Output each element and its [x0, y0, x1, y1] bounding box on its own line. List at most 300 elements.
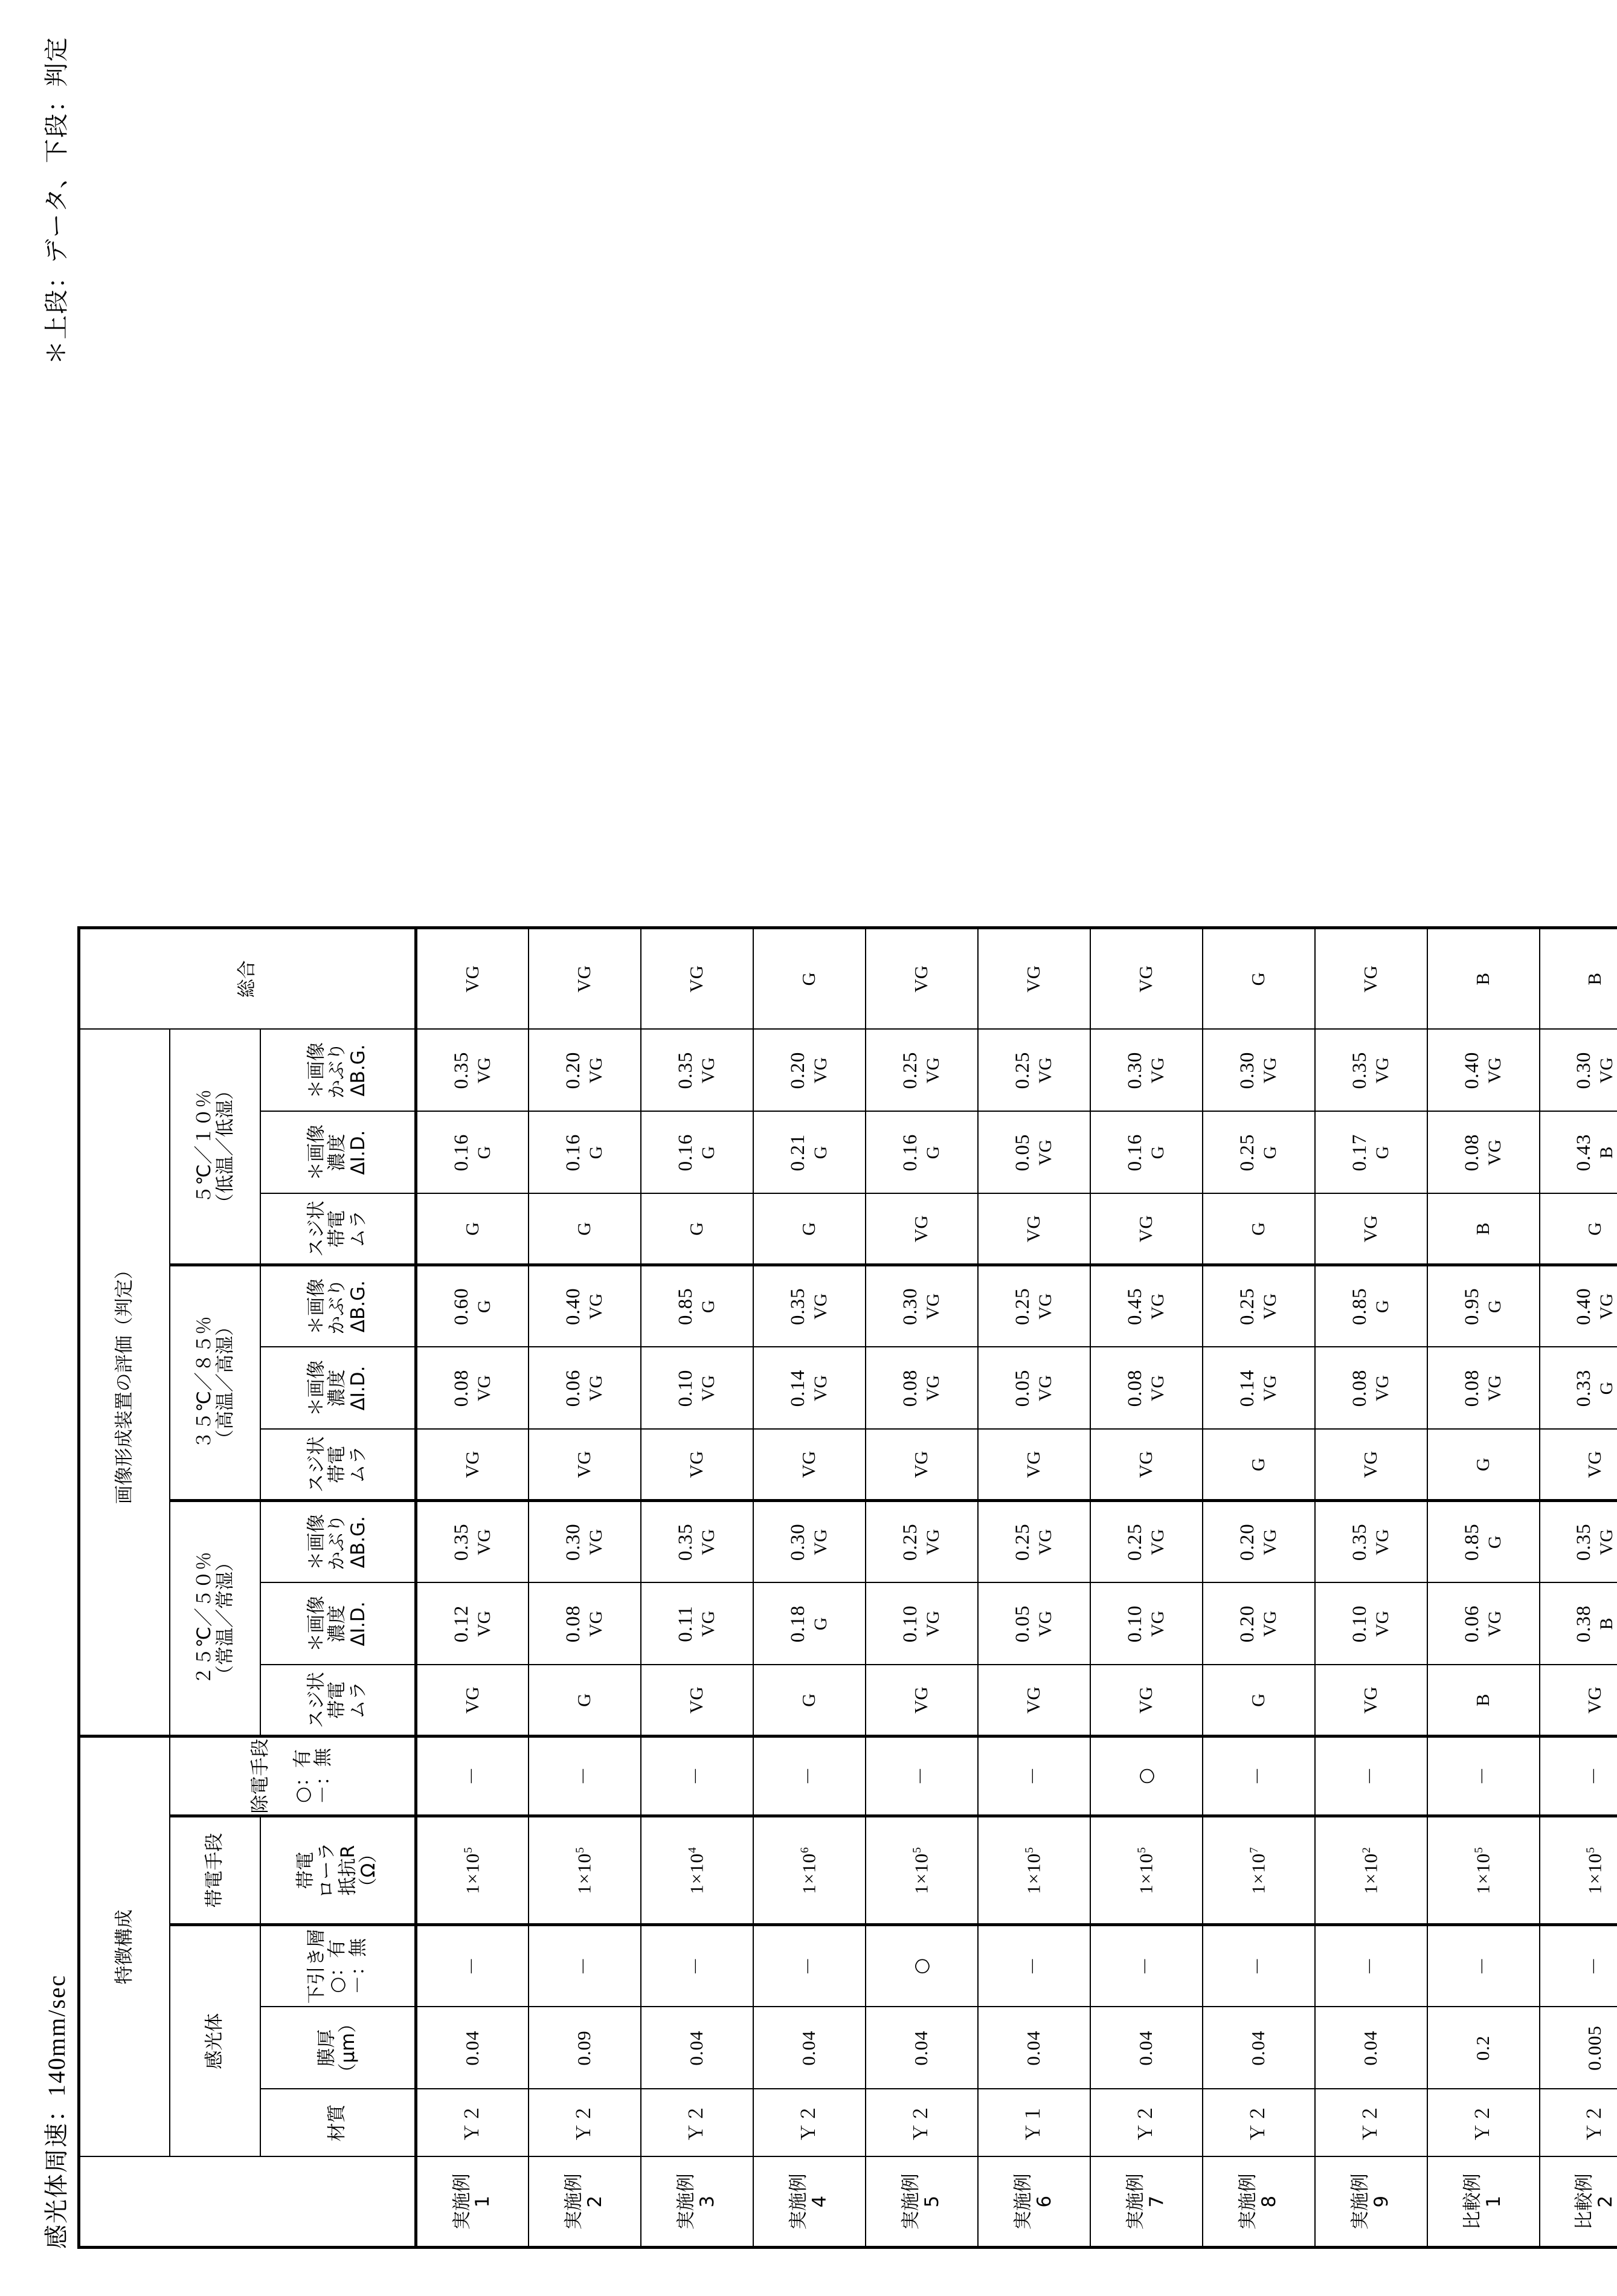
cell-density-25-50-value: 0.38 [1573, 1605, 1595, 1643]
cell-fog-35-85-judgement: VG [1260, 1293, 1281, 1320]
cell-density-35-85-judgement: VG [1260, 1375, 1281, 1402]
table-row [529, 928, 641, 2248]
cell-resistance-exponent: 2 [1360, 1846, 1373, 1853]
cell-fog-35-85-value: 0.25 [1012, 1288, 1034, 1326]
cell-fog-5-10-judgement: VG [1148, 1057, 1168, 1084]
cell-density-25-50 [1203, 1583, 1315, 1665]
cell-density-35-85 [1315, 1347, 1427, 1430]
cell-density-25-50-value: 0.10 [899, 1605, 922, 1643]
header-fog-35: ＊画像 かぶり ΔB.G. [260, 1265, 416, 1347]
header-density-35: ＊画像 濃度 ΔI.D. [260, 1347, 416, 1430]
cell-density-5-10-value: 0.43 [1573, 1133, 1595, 1172]
cell-density-35-85-judgement: VG [1035, 1375, 1056, 1402]
cell-streak-5-10: VG [1315, 1194, 1427, 1265]
row-label: 実施例 1 [416, 2157, 529, 2248]
cell-density-35-85-value: 0.08 [450, 1369, 472, 1407]
header-undercoat: 下引き層 ○：有 －：無 [260, 1925, 416, 2007]
cell-density-25-50-value: 0.10 [1124, 1605, 1146, 1643]
cell-fog-5-10-value: 0.35 [450, 1051, 472, 1089]
cell-streak-35-85: VG [1540, 1430, 1617, 1501]
cell-density-35-85 [416, 1347, 529, 1430]
cell-fog-5-10 [1540, 1030, 1617, 1112]
cell-streak-5-10: VG [866, 1194, 978, 1265]
cell-density-25-50-value: 0.10 [1349, 1605, 1371, 1643]
row-label: 比較例 2 [1540, 2157, 1617, 2248]
cell-density-5-10 [1203, 1112, 1315, 1194]
cell-density-25-50-judgement: VG [474, 1610, 494, 1637]
header-material: 材質 [260, 2089, 416, 2157]
header-thickness: 膜厚 （μm） [260, 2007, 416, 2089]
cell-fog-5-10-value: 0.35 [675, 1051, 697, 1089]
cell-density-25-50-value: 0.11 [675, 1605, 697, 1642]
cell-fog-35-85-value: 0.45 [1124, 1288, 1146, 1326]
cell-material: Ｙ２ [1540, 2089, 1617, 2157]
cell-density-35-85 [529, 1347, 641, 1430]
cell-material: Ｙ１ [978, 2089, 1090, 2157]
cell-material: Ｙ２ [1427, 2089, 1540, 2157]
cell-density-35-85-value: 0.08 [1349, 1369, 1371, 1407]
cell-fog-25-50-judgement: VG [1148, 1529, 1168, 1555]
cell-fog-35-85-judgement: VG [923, 1293, 944, 1320]
cell-fog-25-50 [1203, 1501, 1315, 1583]
cell-undercoat: － [529, 1925, 641, 2007]
cell-density-35-85 [753, 1347, 866, 1430]
cell-density-35-85-judgement: VG [698, 1375, 719, 1402]
cell-resistance-exponent: 7 [1247, 1846, 1261, 1853]
cell-fog-25-50-value: 0.35 [450, 1523, 472, 1561]
cell-fog-25-50 [978, 1501, 1090, 1583]
table-row [1203, 928, 1315, 2248]
row-label: 実施例 4 [753, 2157, 866, 2248]
table-row [1315, 928, 1427, 2248]
cell-density-35-85-value: 0.14 [1236, 1369, 1259, 1407]
cell-overall: G [1203, 928, 1315, 1030]
cell-resistance-exponent: 6 [798, 1846, 811, 1853]
cell-overall: VG [1315, 928, 1427, 1030]
cell-density-35-85-value: 0.05 [1012, 1369, 1034, 1407]
cell-streak-35-85: VG [866, 1430, 978, 1501]
cell-density-25-50-value: 0.18 [787, 1605, 809, 1643]
cell-density-25-50-value: 0.20 [1236, 1605, 1259, 1643]
cell-fog-35-85-value: 0.85 [1349, 1288, 1371, 1326]
cell-fog-25-50 [1090, 1501, 1203, 1583]
cell-fog-5-10-value: 0.30 [1573, 1051, 1595, 1089]
cell-density-5-10 [1427, 1112, 1540, 1194]
cell-streak-35-85: VG [529, 1430, 641, 1501]
row-label: 比較例 1 [1427, 2157, 1540, 2248]
evaluation-table [77, 926, 1617, 2249]
row-label: 実施例 9 [1315, 2157, 1427, 2248]
cell-fog-5-10-judgement: VG [1485, 1057, 1505, 1084]
cell-density-5-10-judgement: G [1372, 1146, 1393, 1159]
cell-density-5-10-value: 0.17 [1349, 1133, 1371, 1172]
cell-overall: VG [978, 928, 1090, 1030]
cell-density-25-50-judgement: VG [1260, 1610, 1281, 1637]
cell-fog-5-10-judgement: VG [923, 1057, 944, 1084]
cell-density-25-50 [753, 1583, 866, 1665]
cell-fog-25-50-value: 0.20 [1236, 1523, 1259, 1561]
cell-material: Ｙ２ [641, 2089, 753, 2157]
cell-fog-5-10-value: 0.25 [1012, 1051, 1034, 1089]
cell-fog-35-85-judgement: VG [1148, 1293, 1168, 1320]
cell-density-25-50 [1315, 1583, 1427, 1665]
cell-fog-5-10-judgement: VG [1596, 1057, 1617, 1084]
header-fog-25: ＊画像 かぶり ΔB.G. [260, 1501, 416, 1583]
header-streak-25: スジ状 帯電 ムラ [260, 1665, 416, 1737]
cell-thickness: 0.04 [1090, 2007, 1203, 2089]
cell-fog-35-85-judgement: G [1485, 1300, 1505, 1314]
cell-undercoat: － [1427, 1925, 1540, 2007]
cell-resistance-exponent: 5 [1023, 1846, 1036, 1853]
cell-undercoat: － [641, 1925, 753, 2007]
cell-fog-25-50-value: 0.35 [1349, 1523, 1371, 1561]
cell-streak-5-10: G [529, 1194, 641, 1265]
table-row [1090, 928, 1203, 2248]
cell-thickness: 0.005 [1540, 2007, 1617, 2089]
cell-fog-35-85-judgement: G [698, 1300, 719, 1314]
header-env-35-85: ３５℃／８５％ （高温／高湿） [170, 1265, 260, 1501]
row-label: 実施例 6 [978, 2157, 1090, 2248]
cell-fog-5-10 [1315, 1030, 1427, 1112]
cell-streak-35-85: VG [978, 1430, 1090, 1501]
cell-fog-5-10 [866, 1030, 978, 1112]
cell-fog-5-10-value: 0.40 [1461, 1051, 1484, 1089]
row-label: 実施例 3 [641, 2157, 753, 2248]
cell-fog-25-50-judgement: VG [1596, 1529, 1617, 1555]
header-streak-5: スジ状 帯電 ムラ [260, 1194, 416, 1265]
cell-fog-25-50 [1427, 1501, 1540, 1583]
cell-density-25-50 [1090, 1583, 1203, 1665]
cell-density-5-10-value: 0.16 [562, 1133, 585, 1172]
cell-destatic: － [1540, 1737, 1617, 1816]
table-row [866, 928, 978, 2248]
cell-fog-35-85-judgement: VG [811, 1293, 831, 1320]
cell-undercoat: － [1203, 1925, 1315, 2007]
cell-density-25-50-value: 0.05 [1012, 1605, 1034, 1643]
cell-fog-5-10-judgement: VG [698, 1057, 719, 1084]
cell-density-5-10-judgement: VG [1035, 1139, 1056, 1166]
cell-resistance-exponent: 5 [1584, 1846, 1598, 1853]
cell-overall: G [753, 928, 866, 1030]
cell-fog-35-85 [1203, 1265, 1315, 1347]
cell-density-5-10-judgement: VG [1485, 1139, 1505, 1166]
cell-fog-5-10-value: 0.30 [1124, 1051, 1146, 1089]
cell-fog-35-85 [1090, 1265, 1203, 1347]
cell-resistance-exponent: 5 [1135, 1846, 1148, 1853]
cell-fog-35-85-judgement: G [1372, 1300, 1393, 1314]
cell-fog-5-10 [1203, 1030, 1315, 1112]
cell-density-25-50-judgement: VG [1485, 1610, 1505, 1637]
cell-density-25-50 [529, 1583, 641, 1665]
cell-density-5-10 [1090, 1112, 1203, 1194]
cell-fog-5-10-value: 0.20 [562, 1051, 585, 1089]
cell-undercoat: － [1315, 1925, 1427, 2007]
cell-resistance-exponent: 5 [461, 1846, 475, 1853]
cell-density-25-50 [416, 1583, 529, 1665]
cell-resistance-exponent: 5 [573, 1846, 587, 1853]
cell-fog-35-85-value: 0.35 [787, 1288, 809, 1326]
table-row [978, 928, 1090, 2248]
cell-streak-25-50: VG [1090, 1665, 1203, 1737]
cell-thickness: 0.2 [1427, 2007, 1540, 2089]
cell-undercoat: － [416, 1925, 529, 2007]
cell-density-35-85-judgement: VG [586, 1375, 606, 1402]
cell-material: Ｙ２ [1203, 2089, 1315, 2157]
cell-thickness: 0.04 [1203, 2007, 1315, 2089]
table-row [416, 928, 529, 2248]
cell-fog-5-10 [1427, 1030, 1540, 1112]
cell-fog-25-50 [641, 1501, 753, 1583]
cell-density-5-10-value: 0.21 [787, 1133, 809, 1172]
cell-density-35-85-judgement: VG [1148, 1375, 1168, 1402]
row-label: 実施例 2 [529, 2157, 641, 2248]
cell-streak-5-10: B [1427, 1194, 1540, 1265]
cell-fog-5-10 [1090, 1030, 1203, 1112]
cell-density-35-85 [1540, 1347, 1617, 1430]
header-charging-roller-resistance: 帯電 ローラ 抵抗R （Ω） [260, 1816, 416, 1925]
cell-thickness: 0.04 [1315, 2007, 1427, 2089]
cell-density-35-85-value: 0.08 [1124, 1369, 1146, 1407]
cell-overall: VG [641, 928, 753, 1030]
cell-density-25-50-judgement: VG [586, 1610, 606, 1637]
cell-streak-35-85: VG [416, 1430, 529, 1501]
cell-fog-25-50-value: 0.30 [562, 1523, 585, 1561]
header-fog-5: ＊画像 かぶり ΔB.G. [260, 1030, 416, 1112]
cell-density-5-10-value: 0.16 [899, 1133, 922, 1172]
cell-fog-35-85-judgement: G [474, 1300, 494, 1314]
cell-fog-25-50-value: 0.30 [787, 1523, 809, 1561]
cell-fog-35-85 [1540, 1265, 1617, 1347]
cell-fog-35-85-value: 0.40 [562, 1288, 585, 1326]
cell-resistance: $1\times 10^5$ [529, 1816, 641, 1925]
cell-fog-25-50-judgement: VG [1035, 1529, 1056, 1555]
cell-resistance: $1\times 10^5$ [866, 1816, 978, 1925]
cell-undercoat: － [978, 1925, 1090, 2007]
cell-overall: B [1540, 928, 1617, 1030]
cell-density-5-10 [1540, 1112, 1617, 1194]
cell-density-5-10 [641, 1112, 753, 1194]
cell-density-25-50-value: 0.12 [450, 1605, 472, 1643]
cell-density-35-85-value: 0.08 [899, 1369, 922, 1407]
cell-density-35-85 [978, 1347, 1090, 1430]
cell-fog-5-10 [641, 1030, 753, 1112]
cell-streak-35-85: G [1203, 1430, 1315, 1501]
cell-material: Ｙ２ [1315, 2089, 1427, 2157]
cell-destatic: － [641, 1737, 753, 1816]
cell-resistance-exponent: 4 [686, 1846, 699, 1853]
cell-resistance-exponent: 5 [1472, 1846, 1485, 1853]
cell-material: Ｙ２ [529, 2089, 641, 2157]
cell-resistance: $1\times 10^5$ [416, 1816, 529, 1925]
cell-fog-5-10-value: 0.25 [899, 1051, 922, 1089]
cell-fog-25-50-value: 0.25 [899, 1523, 922, 1561]
cell-streak-35-85: VG [1090, 1430, 1203, 1501]
cell-fog-25-50-judgement: VG [923, 1529, 944, 1555]
cell-destatic: － [1315, 1737, 1427, 1816]
cell-fog-5-10-judgement: VG [1372, 1057, 1393, 1084]
cell-density-5-10-value: 0.08 [1461, 1133, 1484, 1172]
cell-density-5-10 [978, 1112, 1090, 1194]
cell-fog-35-85 [753, 1265, 866, 1347]
cell-fog-35-85 [978, 1265, 1090, 1347]
cell-density-5-10 [529, 1112, 641, 1194]
cell-fog-25-50-value: 0.35 [1573, 1523, 1595, 1561]
header-charging-group: 帯電手段 [170, 1816, 260, 1925]
cell-overall: B [1427, 928, 1540, 1030]
cell-density-25-50 [1540, 1583, 1617, 1665]
cell-fog-25-50-judgement: VG [474, 1529, 494, 1555]
cell-density-5-10-value: 0.16 [675, 1133, 697, 1172]
cell-material: Ｙ２ [866, 2089, 978, 2157]
cell-fog-25-50-value: 0.25 [1124, 1523, 1146, 1561]
cell-density-5-10-judgement: G [923, 1146, 944, 1159]
cell-streak-25-50: G [529, 1665, 641, 1737]
cell-thickness: 0.04 [416, 2007, 529, 2089]
cell-material: Ｙ２ [416, 2089, 529, 2157]
cell-overall: VG [416, 928, 529, 1030]
cell-resistance: $1\times 10^2$ [1315, 1816, 1427, 1925]
cell-streak-5-10: G [416, 1194, 529, 1265]
cell-fog-35-85 [529, 1265, 641, 1347]
cell-fog-35-85-value: 0.25 [1236, 1288, 1259, 1326]
cell-density-5-10 [753, 1112, 866, 1194]
cell-fog-25-50-judgement: VG [698, 1529, 719, 1555]
header-row-subgroups [170, 928, 260, 2248]
cell-streak-5-10: G [641, 1194, 753, 1265]
cell-fog-35-85 [1427, 1265, 1540, 1347]
cell-thickness: 0.04 [866, 2007, 978, 2089]
cell-fog-25-50-judgement: G [1485, 1535, 1505, 1549]
cell-streak-5-10: G [753, 1194, 866, 1265]
cell-density-25-50-judgement: B [1596, 1617, 1617, 1630]
cell-fog-25-50 [1315, 1501, 1427, 1583]
header-env-25-50: ２５℃／５０％ （常温／常湿） [170, 1501, 260, 1737]
cell-density-25-50-value: 0.08 [562, 1605, 585, 1643]
cell-fog-25-50 [416, 1501, 529, 1583]
cell-streak-5-10: VG [1090, 1194, 1203, 1265]
cell-density-25-50-judgement: VG [923, 1610, 944, 1637]
cell-density-5-10-value: 0.16 [1124, 1133, 1146, 1172]
cell-density-35-85 [866, 1347, 978, 1430]
cell-fog-5-10-judgement: VG [1260, 1057, 1281, 1084]
cell-undercoat: ○ [866, 1925, 978, 2007]
cell-fog-35-85 [641, 1265, 753, 1347]
cell-fog-25-50 [866, 1501, 978, 1583]
legend-note: ＊上段：データ、下段：判定 [43, 36, 70, 365]
cell-fog-35-85-value: 0.85 [675, 1288, 697, 1326]
cell-density-5-10 [416, 1112, 529, 1194]
cell-destatic: － [1203, 1737, 1315, 1816]
cell-density-25-50-judgement: VG [1035, 1610, 1056, 1637]
cell-density-5-10-judgement: G [1148, 1146, 1168, 1159]
cell-fog-5-10-judgement: VG [586, 1057, 606, 1084]
cell-destatic: － [416, 1737, 529, 1816]
cell-undercoat: － [1090, 1925, 1203, 2007]
corner-blank [79, 2157, 416, 2248]
cell-fog-35-85 [866, 1265, 978, 1347]
cell-fog-25-50 [1540, 1501, 1617, 1583]
cell-fog-35-85-value: 0.40 [1573, 1288, 1595, 1326]
cell-resistance: $1\times 10^6$ [753, 1816, 866, 1925]
cell-fog-25-50-value: 0.85 [1461, 1523, 1484, 1561]
cell-density-25-50 [978, 1583, 1090, 1665]
cell-density-35-85 [1203, 1347, 1315, 1430]
cell-resistance: $1\times 10^5$ [1427, 1816, 1540, 1925]
cell-density-35-85-judgement: VG [811, 1375, 831, 1402]
header-destatic-group: 除電手段 ○：有 －：無 [170, 1737, 416, 1816]
cell-density-5-10 [1315, 1112, 1427, 1194]
cell-resistance: $1\times 10^5$ [978, 1816, 1090, 1925]
cell-density-25-50-judgement: VG [1148, 1610, 1168, 1637]
cell-fog-25-50-judgement: VG [1260, 1529, 1281, 1555]
cell-density-35-85-judgement: VG [1372, 1375, 1393, 1402]
cell-streak-5-10: G [1540, 1194, 1617, 1265]
cell-fog-5-10-value: 0.30 [1236, 1051, 1259, 1089]
cell-fog-5-10-judgement: VG [474, 1057, 494, 1084]
cell-streak-25-50: G [753, 1665, 866, 1737]
cell-fog-5-10 [416, 1030, 529, 1112]
cell-density-5-10-judgement: G [811, 1146, 831, 1159]
cell-destatic: ○ [1090, 1737, 1203, 1816]
cell-streak-25-50: VG [1540, 1665, 1617, 1737]
cell-resistance: $1\times 10^5$ [1540, 1816, 1617, 1925]
header-row-columns [260, 928, 416, 2248]
cell-density-5-10-value: 0.05 [1012, 1133, 1034, 1172]
row-label: 実施例 8 [1203, 2157, 1315, 2248]
cell-density-35-85-value: 0.10 [675, 1369, 697, 1407]
cell-streak-25-50: VG [641, 1665, 753, 1737]
cell-density-35-85-value: 0.33 [1573, 1369, 1595, 1407]
cell-fog-35-85-judgement: VG [1596, 1293, 1617, 1320]
cell-density-25-50-value: 0.06 [1461, 1605, 1484, 1643]
cell-resistance: $1\times 10^7$ [1203, 1816, 1315, 1925]
cell-density-5-10-judgement: G [586, 1146, 606, 1159]
cell-fog-5-10-judgement: VG [811, 1057, 831, 1084]
cell-fog-5-10 [753, 1030, 866, 1112]
cell-density-25-50 [866, 1583, 978, 1665]
cell-material: Ｙ２ [1090, 2089, 1203, 2157]
cell-resistance: $1\times 10^4$ [641, 1816, 753, 1925]
cell-density-5-10 [866, 1112, 978, 1194]
cell-density-35-85-value: 0.08 [1461, 1369, 1484, 1407]
cell-density-35-85-judgement: G [1596, 1381, 1617, 1395]
cell-density-5-10-value: 0.16 [450, 1133, 472, 1172]
cell-undercoat: － [753, 1925, 866, 2007]
cell-fog-35-85-judgement: VG [1035, 1293, 1056, 1320]
cell-streak-5-10: G [1203, 1194, 1315, 1265]
cell-density-5-10-judgement: G [1260, 1146, 1281, 1159]
cell-density-25-50 [641, 1583, 753, 1665]
header-streak-35: スジ状 帯電 ムラ [260, 1430, 416, 1501]
cell-density-35-85-judgement: VG [923, 1375, 944, 1402]
row-label: 実施例 7 [1090, 2157, 1203, 2248]
cell-thickness: 0.04 [753, 2007, 866, 2089]
cell-fog-35-85-value: 0.60 [450, 1288, 472, 1326]
cell-streak-35-85: VG [641, 1430, 753, 1501]
cell-fog-25-50-judgement: VG [811, 1529, 831, 1555]
header-env-5-10: ５℃／１０％ （低温／低湿） [170, 1030, 260, 1265]
cell-overall: VG [866, 928, 978, 1030]
cell-streak-25-50: B [1427, 1665, 1540, 1737]
table-row [753, 928, 866, 2248]
cell-streak-25-50: G [1203, 1665, 1315, 1737]
header-photoreceptor-group: 感光体 [170, 1925, 260, 2157]
cell-density-25-50-judgement: VG [698, 1610, 719, 1637]
cell-fog-5-10 [978, 1030, 1090, 1112]
cell-resistance: $1\times 10^5$ [1090, 1816, 1203, 1925]
header-density-25: ＊画像 濃度 ΔI.D. [260, 1583, 416, 1665]
cell-fog-5-10-judgement: VG [1035, 1057, 1056, 1084]
